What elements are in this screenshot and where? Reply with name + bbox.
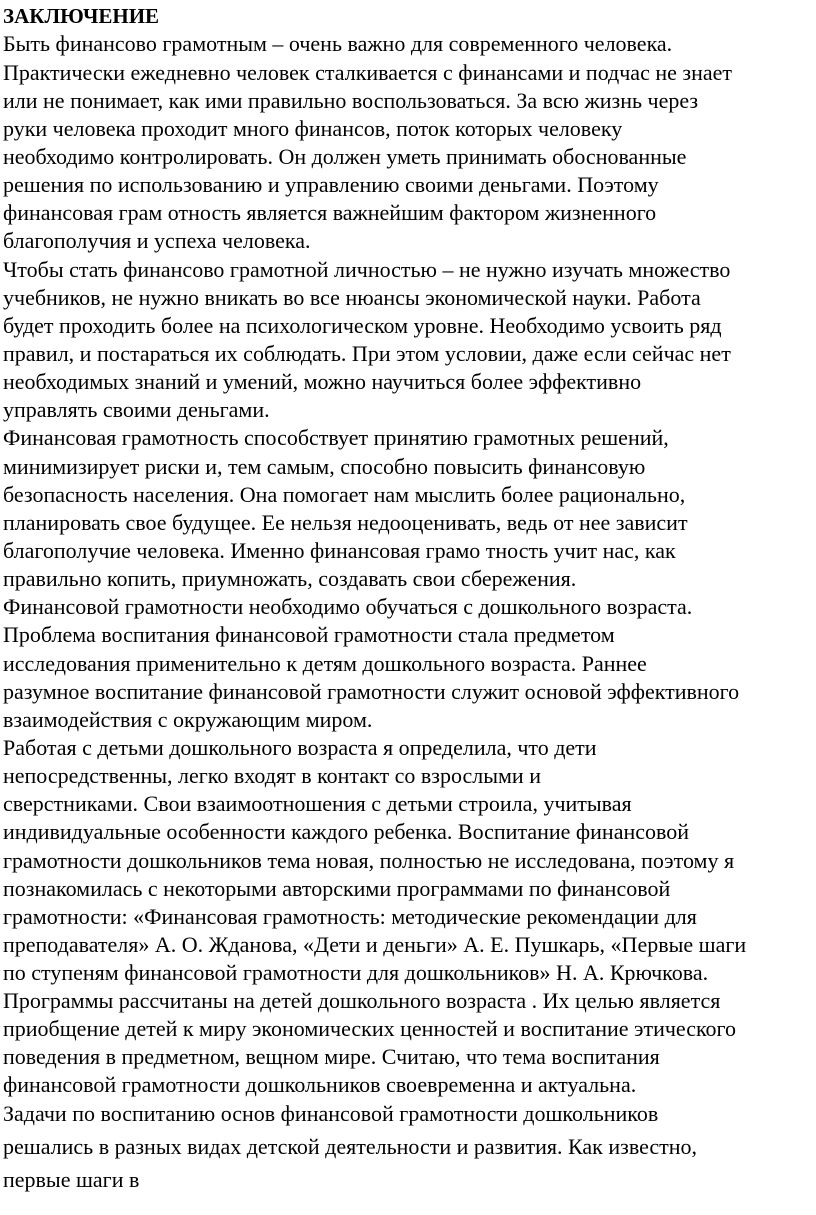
- text-line: будет проходить более на психологическом уровне. Необходимо усвоить ряд: [3, 313, 722, 338]
- text-line: правил, и постараться их соблюдать. При этом условии, даже если сейчас нет: [3, 341, 731, 366]
- text-line: Чтобы стать финансово грамотной личностью – не нужно изучать множество: [3, 257, 731, 282]
- text-line: взаимодействия с окружающим миром.: [3, 707, 373, 732]
- text-line: Проблема воспитания финансовой грамотности стала предметом: [3, 622, 615, 647]
- text-line: познакомилась с некоторыми авторскими программами по финансовой: [3, 876, 671, 901]
- text-line: преподавателя» А. О. Жданова, «Дети и деньги» А. Е. Пушкарь, «Первые шаги: [3, 932, 747, 957]
- document-title: ЗАКЛЮЧЕНИЕ: [3, 4, 160, 28]
- text-line: решения по использованию и управлению своими деньгами. Поэтому: [3, 172, 659, 197]
- text-line: приобщение детей к миру экономических ценностей и воспитание этического: [3, 1016, 737, 1041]
- text-line: Задачи по воспитанию основ финансовой грамотности дошкольников: [3, 1101, 659, 1126]
- text-line: Работая с детьми дошкольного возраста я определила, что дети: [3, 735, 597, 760]
- text-line: руки человека проходит много финансов, поток которых человеку: [3, 116, 623, 141]
- text-line: планировать свое будущее. Ее нельзя недооценивать, ведь от нее зависит: [3, 510, 688, 535]
- text-line: грамотности дошкольников тема новая, полностью не исследована, поэтому я: [3, 848, 735, 873]
- text-line: Финансовая грамотность способствует принятию грамотных решений,: [3, 425, 669, 450]
- text-line: индивидуальные особенности каждого ребенка. Воспитание финансовой: [3, 819, 690, 844]
- text-line: Быть финансово грамотным – очень важно для современного человека.: [3, 31, 673, 56]
- text-line: разумное воспитание финансовой грамотности служит основой эффективного: [3, 679, 740, 704]
- text-line: безопасность населения. Она помогает нам мыслить более рационально,: [3, 482, 686, 507]
- text-line: необходимых знаний и умений, можно научиться более эффективно: [3, 369, 642, 394]
- text-line: сверстниками. Свои взаимоотношения с детьми строила, учитывая: [3, 791, 632, 816]
- text-line: Программы рассчитаны на детей дошкольного возраста . Их целью является: [3, 988, 721, 1013]
- text-line: Финансовой грамотности необходимо обучаться с дошкольного возраста.: [3, 594, 693, 619]
- text-line: по ступеням финансовой грамотности для дошкольников» Н. А. Крючкова.: [3, 960, 709, 985]
- text-line: исследования применительно к детям дошкольного возраста. Раннее: [3, 651, 647, 676]
- text-line: правильно копить, приумножать, создавать свои сбережения.: [3, 566, 577, 591]
- text-line: или не понимает, как ими правильно воспользоваться. За всю жизнь через: [3, 88, 699, 113]
- text-line: первые шаги в: [3, 1167, 140, 1192]
- text-line: поведения в предметном, вещном мире. Считаю, что тема воспитания: [3, 1044, 660, 1069]
- text-line: финансовая грам отность является важнейшим фактором жизненного: [3, 200, 657, 225]
- text-line: финансовой грамотности дошкольников своевременна и актуальна.: [3, 1072, 637, 1097]
- text-line: грамотности: «Финансовая грамотность: методические рекомендации для: [3, 904, 697, 929]
- text-line: управлять своими деньгами.: [3, 397, 270, 422]
- text-line: Практически ежедневно человек сталкивается с финансами и подчас не знает: [3, 60, 732, 85]
- text-line: минимизирует риски и, тем самым, способно повысить финансовую: [3, 454, 646, 479]
- text-line: необходимо контролировать. Он должен уметь принимать обоснованные: [3, 144, 687, 169]
- text-line: учебников, не нужно вникать во все нюансы экономической науки. Работа: [3, 285, 701, 310]
- text-line: благополучие человека. Именно финансовая грамо тность учит нас, как: [3, 538, 676, 563]
- text-line: непосредственны, легко входят в контакт со взрослыми и: [3, 763, 541, 788]
- text-line: благополучия и успеха человека.: [3, 228, 311, 253]
- text-line: решались в разных видах детской деятельности и развития. Как известно,: [3, 1134, 698, 1159]
